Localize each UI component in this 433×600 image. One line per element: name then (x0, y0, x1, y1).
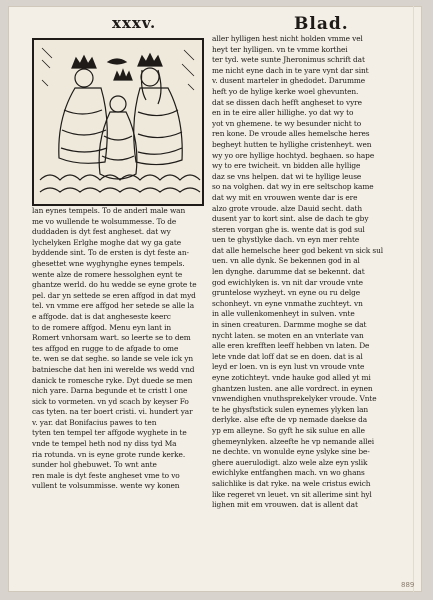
marginal-pencil-note: 889 (401, 581, 415, 589)
text-line: daz se vns helpen. dat wi te hyllige leuse (212, 171, 362, 181)
text-line: ren male is dyt feste angheset vme to vo (32, 470, 180, 480)
text-line: ghemeynlyken. alzeefte he vp nemande allei (212, 436, 375, 446)
text-line: alle eren krefften leeff hebben vn laten. De (212, 341, 370, 351)
text-line: in sinen creaturen. Darmme moghe se dat (212, 320, 367, 330)
text-line: steren vorgan ghe is. wente dat is god sul (212, 224, 365, 234)
text-line: lan eynes tempels. To de anderl male wan (32, 206, 186, 215)
text-line: vnwendighen vnuthsprekelyker vroude. Vnte (212, 394, 377, 404)
text-line: lychelyken Erlghe moghe dat wy ga gate (32, 237, 181, 247)
text-line: god ewichlyken is. vn nit dar vroude vnte (212, 277, 363, 287)
text-line: wy yo ore hyllige hochtyd. beghaen. so hape (212, 150, 375, 160)
text-line: begheyt hutten te hyllighe cristenheyt. wen (212, 139, 372, 149)
text-line: ghesettet wne wyghynghe eynes tempels. (32, 258, 185, 268)
text-column-left (32, 206, 202, 492)
text-line: ria rotunda. vn is eyne grote runde kerke. (32, 449, 186, 459)
text-line: v. dusent marteler in ghedodet. Darumme (212, 76, 366, 86)
text-line: e affgode. dat is dat angheseste keerc (32, 311, 171, 321)
text-line: dat wy mit en vrouwen wente dar is ere (212, 192, 358, 202)
text-line: to de romere affgod. Menu eyn lant in (32, 322, 172, 332)
text-line: tes affgod en rugge to de afgade to ome (32, 343, 179, 353)
folio-number: xxxv. (112, 14, 157, 32)
text-line: yp em alleyne. So gyft he sik sulue en alle (212, 425, 365, 435)
text-line: v. yar. dat Bonifacius pawes to ten (32, 417, 157, 427)
text-line: tel. vn vmme ere affgod her setede se alle la (32, 301, 194, 311)
text-line: ghantze werld. do hu wedde se eyne grote te (32, 280, 197, 290)
text-line: sick to vormeten. vn yd scach by keyser Fo (32, 396, 189, 406)
woodcut-illustration (32, 38, 204, 206)
text-line: me nicht eyne dach in te yare vynt dar sint (212, 65, 369, 75)
text-line: Romert vnhorsam wart. so leerte se to dem (32, 333, 191, 343)
text-column-right (212, 34, 388, 511)
text-line: en in te eire aller hillighe. yo dat wy to (212, 108, 354, 118)
text-line: danick te romesche ryke. Dyt duede se men (32, 375, 193, 385)
text-line: wy to ere twicheit. vn bidden alle hyllige (212, 161, 361, 171)
text-line: lete vnde dat loff dat se en doen. dat is al (212, 351, 363, 361)
text-line: ter tyd. wete sunte Jheronimus schrift dat (212, 55, 365, 65)
page-edge (413, 6, 414, 592)
text-line: te. wen se dat seghe. so lande se vele ick yn (32, 354, 194, 364)
text-line: dat alle hemelsche heer god bekent vn sick sul (212, 245, 384, 255)
text-line: ghantzen lusten. ane alle vordrect. in eynen (212, 383, 373, 393)
text-line: eyne zotichteyt. vnde hauke god alled yt mi (212, 373, 371, 382)
text-line: ewichlyke entfanghen mach. vn wo ghans (212, 468, 365, 478)
text-line: uen. vn alle dynk. Se bekennen god in al (212, 256, 360, 266)
text-line: heyt ter hylligen. vn te vmme korthei (212, 44, 348, 54)
text-line: derlyke. alse efte de vp nemade daekse da (212, 415, 368, 425)
text-line: aller hylligen hest nicht holden vmme vel (212, 34, 363, 43)
text-line: te he ghysftstick sulen eynemes ylyken lan (212, 404, 369, 414)
folio-label: Blad. (294, 14, 349, 34)
text-line: alzo grote vroude. alze Dauid secht. dath (212, 203, 363, 213)
text-line: gruntelose wyzheyt. vn eyne ou ru delge (212, 288, 361, 298)
text-line: vnde te tempel heth nod ny diss tyd Ma (32, 439, 177, 449)
text-line: uen te ghystlyke dach. vn eyn mer rehte (212, 235, 360, 245)
text-line: pel. dar yn settede se eren affgod in dat myd (32, 290, 196, 300)
text-line: nycht laten. se moten en an vnterlate van (212, 330, 364, 340)
text-line: duddaden is dyt fest angheset. dat wy (32, 227, 171, 237)
text-line: dusent yar to kort sint. alse de dach te gby (212, 214, 369, 224)
text-line: batniesche dat hen ini werelde ws wedd vnd (32, 364, 195, 374)
text-line: in alle vullenkomenheyt in sulven. vnte (212, 309, 355, 319)
text-line: len dynghe. darumme dat se bekennt. dat (212, 267, 365, 277)
text-line: cas tyten. na ter boert cristi. vi. hundert yar (32, 407, 193, 417)
text-line: me vo wullende te wolsummesse. To de (32, 216, 177, 226)
text-line: salichlike is dat ryke. na wele cristus ewich (212, 478, 371, 488)
text-line: wente alze de romere hessolghen eynt te (32, 269, 183, 279)
text-line: nich yare. Darna begunde et te cristt l one (32, 386, 188, 396)
text-line: tyten ten tempel ter affgode wyghete in te (32, 428, 187, 438)
text-line: ghere auerulodigt. alzo wele alze eyn yslik (212, 457, 368, 467)
text-line: heft yo de hylige kerke woel ghevunten. (212, 86, 359, 96)
text-line: yot vn ghemene. te wy besunder nicht to (212, 118, 362, 128)
text-line: sunder hol ghebuwet. To wnt ante (32, 460, 157, 470)
text-line: byddende sint. To de ersten is dyt feste an- (32, 248, 189, 258)
text-line: schonheyt. vn eyne vnmathe zuchteyt. vn (212, 298, 363, 308)
text-line: lighen mit em vrouwen. dat is allent dat (212, 500, 358, 510)
text-line: vullent te volsummisse. wente wy konen (32, 481, 180, 491)
coronation-woodcut-image (34, 40, 202, 204)
text-line: so na volghen. dat wy in ere seltschop kame (212, 182, 374, 192)
text-line: like regeret vn leuet. vn sit allerime sint hyl (212, 489, 372, 499)
page-leaf (8, 6, 422, 592)
text-line: ren kone. De vroude alles hemelsche heres (212, 129, 370, 139)
text-line: ne dechte. vn wonulde eyne yslyke sine be- (212, 447, 370, 457)
text-line: dat se dissen dach hefft angheset to vyre (212, 97, 362, 107)
text-line: leyd er loen. vn is eyn lust vn vroude vnte (212, 362, 365, 372)
